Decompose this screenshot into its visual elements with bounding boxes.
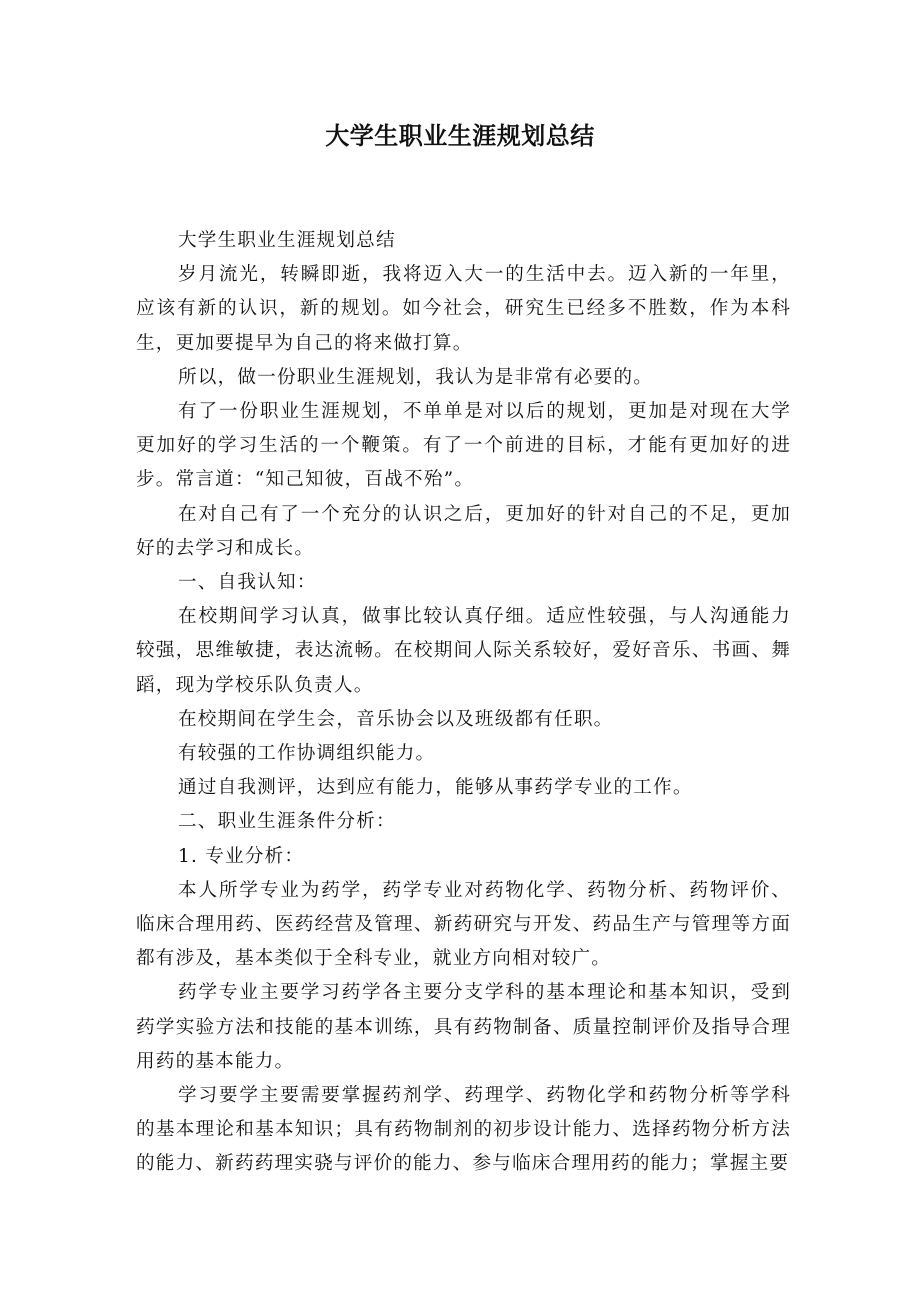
document-body (136, 224, 791, 1182)
paragraph: 本人所学专业为药学，药学专业对药物化学、药物分析、药物评价、临床合理用药、医药经营及管理、新药研究与开发、药品生产与管理等方面都有涉及，基本类似于全科专业，就业方向相对较广。 (136, 879, 791, 970)
document-title: 大学生职业生涯规划总结 (325, 122, 595, 150)
paragraph: 在对自己有了一个充分的认识之后，更加好的针对自己的不足，更加好的去学习和成长。 (136, 503, 791, 559)
section-heading-self-awareness: 一、自我认知： (178, 572, 317, 594)
paragraph: 有了一份职业生涯规划，不单单是对以后的规划，更加是对现在大学更加好的学习生活的一个鞭策。有了一个前进的目标，才能有更加好的进步。常言道：“知己知彼，百战不殆”。 (136, 401, 791, 491)
paragraph-subtitle: 大学生职业生涯规划总结 (178, 230, 396, 251)
paragraph: 学习要学主要需要掌握药剂学、药理学、药物化学和药物分析等学科的基本理论和基本知识；具有药物制剂的初步设计能力、选择药物分析方法的能力、新药药理实骁与评价的能力、参与临床合理用药的能力；掌握主要 (136, 1085, 791, 1175)
section-heading-career-analysis: 二、职业生涯条件分析： (178, 811, 396, 833)
paragraph: 在校期间在学生会，音乐协会以及班级都有任职。 (178, 708, 614, 730)
paragraph: 药学专业主要学习药学各主要分支学科的基本理论和基本知识，受到药学实验方法和技能的基本训练，具有药物制备、质量控制评价及指导合理用药的基本能力。 (136, 982, 791, 1072)
paragraph: 所以，做一份职业生涯规划，我认为是非常有必要的。 (178, 366, 654, 388)
paragraph-intro: 岁月流光，转瞬即逝，我将迈入大一的生活中去。迈入新的一年里，应该有新的认识，新的规划。如今社会，研究生已经多不胜数，作为本科生，更加要提早为自己的将来做打算。 (136, 264, 791, 354)
paragraph: 有较强的工作协调组织能力。 (178, 743, 436, 765)
paragraph: 通过自我测评，达到应有能力，能够从事药学专业的工作。 (178, 777, 693, 799)
paragraph: 在校期间学习认真，做事比较认真仔细。适应性较强，与人沟通能力较强，思维敏捷，表达流畅。在校期间人际关系较好，爱好音乐、书画、舞蹈，现为学校乐队负责人。 (136, 606, 791, 696)
subsection-heading-major-analysis: 1. 专业分析： (178, 845, 305, 867)
